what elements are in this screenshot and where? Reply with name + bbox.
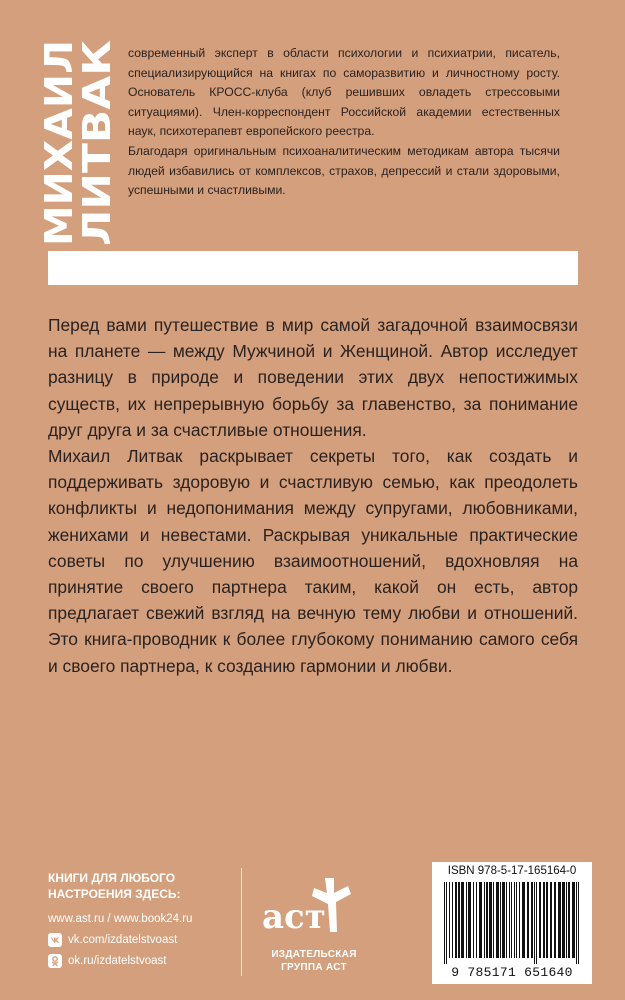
barcode-guard-bar — [576, 882, 577, 964]
author-first-name: МИХАИЛ — [37, 54, 81, 246]
description-paragraph: Перед вами путешествие в мир самой загадочной взаимосвязи на планете — между Мужчиной и Женщиной. Автор исследует разницу в природе и поведении этих двух непостижимых существ, их непрерывную борьбу за главенство, за понимание друг друга и за счастливые отношения. — [48, 315, 578, 440]
barcode-guard-bar — [578, 882, 579, 964]
barcode-bar — [476, 882, 477, 958]
author-name-svg — [37, 36, 119, 246]
publisher-block — [254, 870, 374, 980]
publisher-name-line: ГРУППА АСТ — [281, 962, 347, 973]
barcode-bar — [455, 882, 457, 958]
barcode-bar — [506, 882, 507, 958]
promo-title-line: НАСТРОЕНИЯ ЗДЕСЬ: — [48, 887, 181, 901]
publisher-name-line: ИЗДАТЕЛЬСКАЯ — [271, 949, 357, 960]
barcode-bar — [466, 882, 467, 958]
vk-row — [48, 929, 238, 950]
ok-link[interactable]: ok.ru/izdatelstvoast — [68, 954, 167, 967]
barcode-box — [432, 862, 592, 984]
vk-icon — [48, 933, 62, 947]
barcode-bar — [449, 882, 450, 958]
ok-icon — [48, 954, 62, 968]
publisher-logo — [254, 870, 374, 948]
barcode-bar — [539, 882, 541, 958]
barcode-bar — [479, 882, 482, 958]
barcode-bar — [496, 882, 499, 958]
bio-paragraph: современный эксперт в области психологии и психиатрии, писатель, специализирующийся на книгах по саморазвитию и личностному росту. Основатель КРОСС-клуба (клуб решивших овладеть стрессовыми ситуациями). Член-корреспондент Российской академии естественных наук, психотерапевт европейского реестра. — [128, 46, 560, 139]
promo-block — [48, 870, 238, 971]
barcode-guard-bar — [536, 882, 537, 964]
barcode-bar — [519, 882, 520, 958]
ean-number: 9 785171 651640 — [451, 965, 573, 980]
barcode-bar — [554, 882, 556, 958]
barcode-bar — [562, 882, 565, 958]
barcode-bar — [527, 882, 529, 958]
barcode-bar — [509, 882, 510, 958]
websites-row — [48, 908, 238, 929]
barcode-bar — [568, 882, 570, 958]
description-paragraph: Михаил Литвак раскрывает секреты того, как создать и поддерживать здоровую и счастливую семью, как преодолеть конфликты и недопонимания между супругами, любовниками, женихами и невестами. Раскрывая уникальные практические советы по улучшению взаимоотношений, вдохновляя на принятие своего партнера таким, какой он есть, автор предлагает свежий взгляд на вечную тему любви и отношений. Это книга-проводник к более глубокому пониманию самого себя и своего партнера, к созданию гармонии и любви. — [48, 446, 578, 676]
promo-title-line: КНИГИ ДЛЯ ЛЮБОГО — [48, 871, 176, 885]
barcode-bar — [489, 882, 492, 958]
author-last-name: ЛИТВАК — [75, 67, 119, 246]
barcode-bar — [514, 882, 515, 958]
barcode-bar — [502, 882, 505, 958]
bio-paragraph: Благодаря оригинальным психоаналитическим методикам автора тысячи людей избавились от комплексов, страхов, депрессий и стали здоровыми, успешными и счастливыми. — [128, 143, 560, 198]
author-name-vertical — [37, 36, 119, 246]
barcode-icon — [440, 882, 584, 964]
barcode-bar — [566, 882, 567, 958]
barcode-guard-bar — [444, 882, 445, 964]
book-description — [48, 312, 578, 679]
barcode-bar — [546, 882, 548, 958]
barcode-bar — [493, 882, 494, 958]
barcode-bar — [543, 882, 545, 958]
barcode-guard-bar — [534, 882, 535, 964]
barcode-bar — [572, 882, 575, 958]
barcode-bar — [522, 882, 525, 958]
barcode-bar — [486, 882, 488, 958]
barcode-bar — [452, 882, 453, 958]
vertical-separator — [241, 868, 242, 976]
websites-link[interactable]: www.ast.ru / www.book24.ru — [48, 912, 193, 925]
ok-row — [48, 950, 238, 971]
isbn-label: ISBN 978-5-17-165164-0 — [447, 865, 577, 877]
author-bio — [128, 44, 560, 201]
barcode-bar — [473, 882, 474, 958]
barcode-bar — [484, 882, 485, 958]
barcode-bar — [516, 882, 517, 958]
barcode-guard-bar — [446, 882, 447, 964]
barcode-bar — [468, 882, 471, 958]
barcode-bar — [511, 882, 512, 958]
vk-link[interactable]: vk.com/izdatelstvoast — [68, 933, 178, 946]
white-divider-bar — [48, 251, 578, 285]
publisher-logo-text: аст — [262, 897, 326, 937]
publisher-name — [254, 948, 374, 974]
barcode-bar — [500, 882, 501, 958]
promo-title — [48, 870, 238, 902]
barcode-bar — [458, 882, 460, 958]
barcode-bar — [558, 882, 561, 958]
barcode-bar — [531, 882, 533, 958]
barcode-bar — [550, 882, 552, 958]
barcode-bar — [461, 882, 464, 958]
